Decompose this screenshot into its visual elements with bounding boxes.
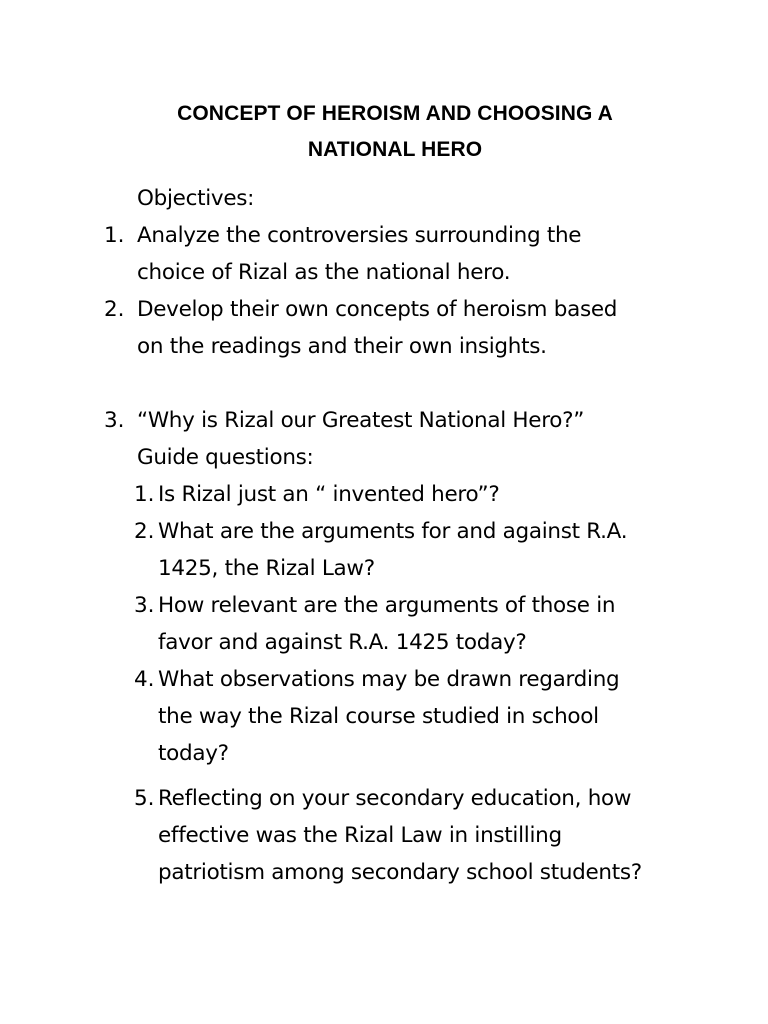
objective-number-2: 2.: [104, 297, 125, 322]
guide-question-number-4: 4.: [134, 667, 155, 692]
guide-question-text-2-line-2: 1425, the Rizal Law?: [158, 556, 375, 581]
document-title-line-2: NATIONAL HERO: [307, 138, 483, 161]
guide-questions-label: Guide questions:: [137, 445, 314, 470]
objective-number-1: 1.: [104, 223, 125, 248]
objective-text-2-line-2: on the readings and their own insights.: [137, 334, 547, 359]
guide-question-text-2-line-1: What are the arguments for and against R.A.: [158, 519, 628, 544]
guide-question-text-5-line-3: patriotism among secondary school students?: [158, 860, 642, 885]
objective-number-3: 3.: [104, 408, 125, 433]
guide-question-text-3-line-1: How relevant are the arguments of those in: [158, 593, 616, 618]
guide-question-number-3: 3.: [134, 593, 155, 618]
guide-question-text-1-line-1: Is Rizal just an “ invented hero”?: [158, 482, 500, 507]
guide-question-number-5: 5.: [134, 786, 155, 811]
guide-question-text-4-line-3: today?: [158, 741, 229, 766]
guide-question-text-4-line-2: the way the Rizal course studied in school: [158, 704, 599, 729]
objective-text-1-line-1: Analyze the controversies surrounding the: [137, 223, 582, 248]
guide-question-text-5-line-2: effective was the Rizal Law in instilling: [158, 823, 562, 848]
guide-question-text-4-line-1: What observations may be drawn regarding: [158, 667, 620, 692]
objectives-label: Objectives:: [137, 186, 255, 211]
objective-text-1-line-2: choice of Rizal as the national hero.: [137, 260, 511, 285]
guide-question-text-5-line-1: Reflecting on your secondary education, how: [158, 786, 632, 811]
document-title-line-1: CONCEPT OF HEROISM AND CHOOSING A: [177, 102, 613, 125]
guide-question-number-2: 2.: [134, 519, 155, 544]
guide-question-number-1: 1.: [134, 482, 155, 507]
guide-question-text-3-line-2: favor and against R.A. 1425 today?: [158, 630, 527, 655]
objective-text-2-line-1: Develop their own concepts of heroism based: [137, 297, 618, 322]
objective-text-3-line-1: “Why is Rizal our Greatest National Hero?”: [137, 408, 585, 433]
